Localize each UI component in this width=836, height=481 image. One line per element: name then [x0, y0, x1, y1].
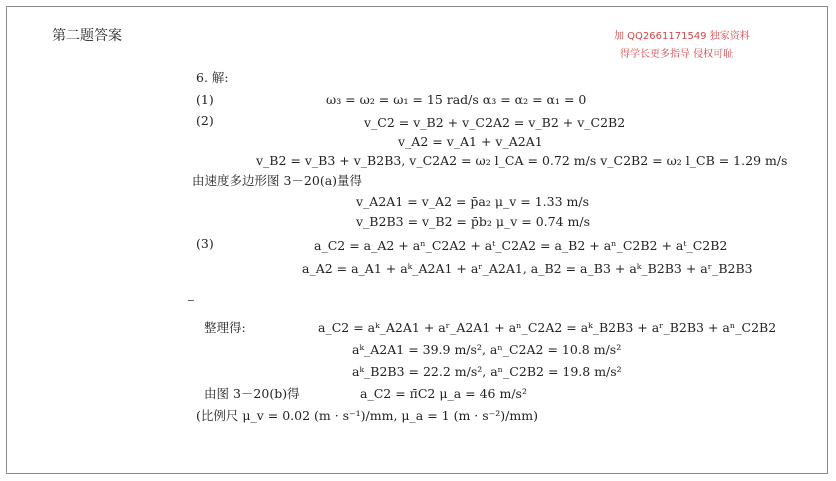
page-title: 第二题答案 — [52, 28, 122, 44]
acceleration-equation-a2-b2: a_A2 = a_A1 + aᵏ_A2A1 + aʳ_A2A1, a_B2 = a_B3 + aᵏ_B2B3 + aʳ_B2B3 — [302, 261, 753, 276]
velocity-b2b3-result: v_B2B3 = v_B2 = p̄b₂ μ_v = 0.74 m/s — [356, 214, 591, 229]
arranged-label: 整理得: — [204, 320, 246, 335]
watermark-line-1: 加 QQ2661171549 独家资料 — [614, 31, 750, 42]
velocity-equation-a2: v_A2 = v_A1 + v_A2A1 — [398, 134, 543, 149]
separator-dash — [188, 300, 194, 301]
part-1-label: (1) — [196, 92, 214, 107]
velocity-equation-c2: v_C2 = v_B2 + v_C2A2 = v_B2 + v_C2B2 — [364, 115, 626, 130]
part-3-label: (3) — [196, 236, 214, 251]
velocity-polygon-caption: 由速度多边形图 3－20(a)量得 — [192, 173, 363, 188]
figure-b-caption: 由图 3－20(b)得 — [204, 386, 300, 401]
scale-note: (比例尺 μ_v = 0.02 (m · s⁻¹)/mm, μ_a = 1 (m · s⁻²)/mm) — [196, 408, 538, 423]
watermark-line-2: 得学长更多指导 侵权可耻 — [620, 49, 734, 60]
velocity-values-line: v_B2 = v_B3 + v_B2B3, v_C2A2 = ω₂ l_CA = 0.72 m/s v_C2B2 = ω₂ l_CB = 1.29 m/s — [256, 153, 788, 168]
acceleration-values-1: aᵏ_A2A1 = 39.9 m/s², aⁿ_C2A2 = 10.8 m/s² — [352, 342, 622, 357]
acceleration-c2-result: a_C2 = π̄C2 μ_a = 46 m/s² — [360, 386, 527, 401]
velocity-a2a1-result: v_A2A1 = v_A2 = p̄a₂ μ_v = 1.33 m/s — [356, 194, 589, 209]
angular-velocity-equation: ω₃ = ω₂ = ω₁ = 15 rad/s α₃ = α₂ = α₁ = 0 — [326, 92, 587, 107]
acceleration-values-2: aᵏ_B2B3 = 22.2 m/s², aⁿ_C2B2 = 19.8 m/s² — [352, 364, 622, 379]
problem-number: 6. 解: — [196, 70, 229, 85]
acceleration-equation-c2: a_C2 = a_A2 + aⁿ_C2A2 + aᵗ_C2A2 = a_B2 + aⁿ_C2B2 + aᵗ_C2B2 — [314, 238, 728, 253]
acceleration-combined-equation: a_C2 = aᵏ_A2A1 + aʳ_A2A1 + aⁿ_C2A2 = aᵏ_B2B3 + aʳ_B2B3 + aⁿ_C2B2 — [318, 320, 777, 335]
part-2-label: (2) — [196, 113, 214, 128]
